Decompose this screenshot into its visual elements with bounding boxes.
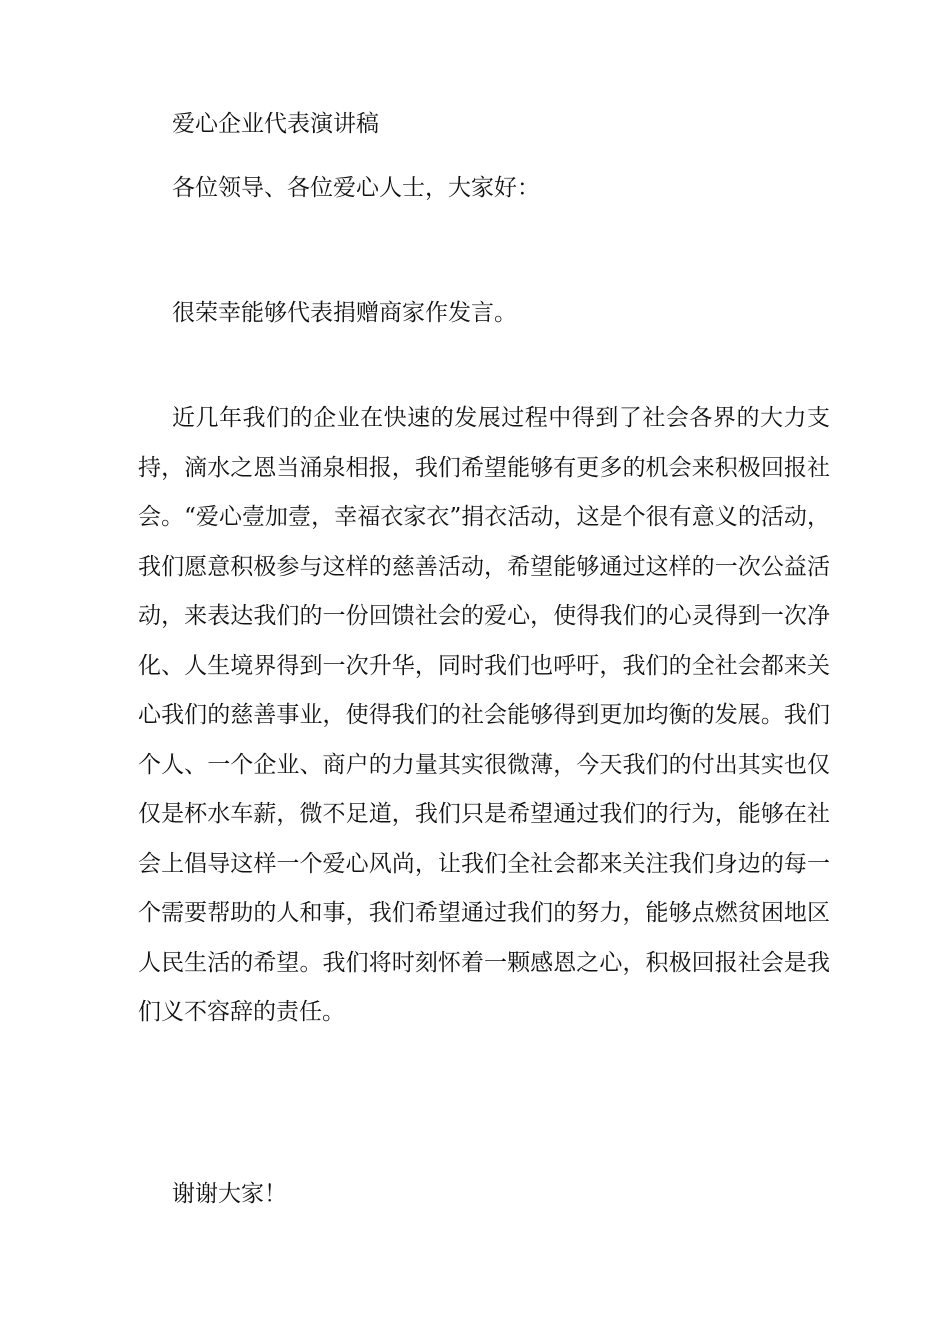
intro-line: 很荣幸能够代表捐赠商家作发言。	[172, 300, 517, 326]
closing-line: 谢谢大家！	[172, 1181, 287, 1207]
document-title: 爱心企业代表演讲稿	[172, 111, 379, 137]
greeting-line: 各位领导、各位爱心人士，大家好：	[172, 175, 540, 201]
body-paragraph: 近几年我们的企业在快速的发展过程中得到了社会各界的大力支持，滴水之恩当涌泉相报，我们希望能够有更多的机会来积极回报社会。“爱心壹加壹，幸福衣家衣”捐衣活动，这是个很有意义的活动，我们愿意积极参与这样的慈善活动，希望能够通过这样的一次公益活动，来表达我们的一份回馈社会的爱心，使得我们的心灵得到一次净化、人生境界得到一次升华，同时我们也呼吁，我们的全社会都来关心我们的慈善事业，使得我们的社会能够得到更加均衡的发展。我们个人、一个企业、商户的力量其实很微薄，今天我们的付出其实也仅仅是杯水车薪，微不足道，我们只是希望通过我们的行为，能够在社会上倡导这样一个爱心风尚，让我们全社会都来关注我们身边的每一个需要帮助的人和事，我们希望通过我们的努力，能够点燃贫困地区人民生活的希望。我们将时刻怀着一颗感恩之心，积极回报社会是我们义不容辞的责任。	[138, 405, 830, 1025]
